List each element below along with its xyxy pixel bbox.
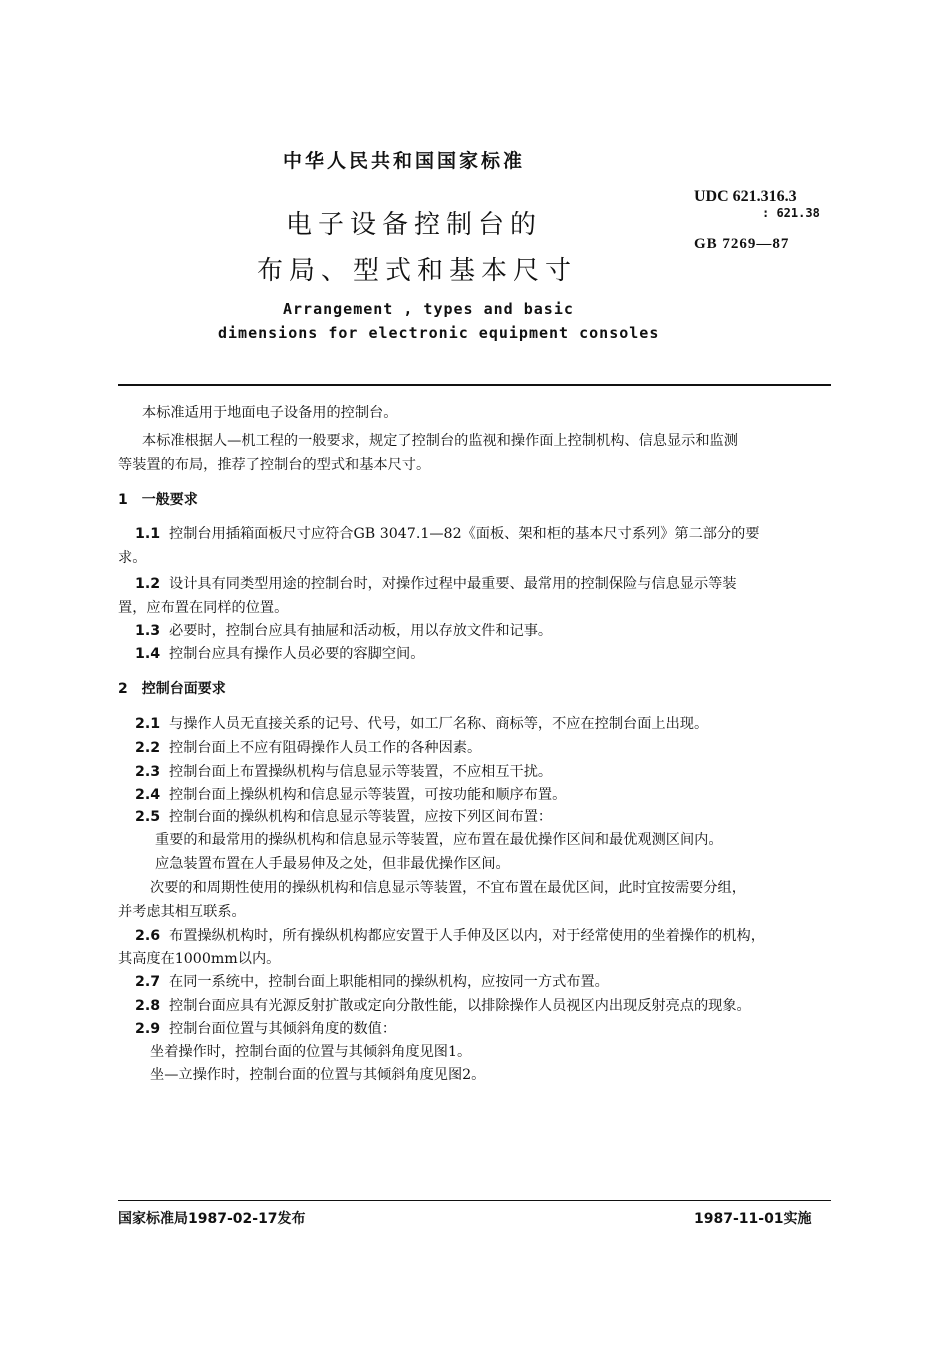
clause-number: 1.4 xyxy=(135,646,161,662)
clause-number: 2.4 xyxy=(135,787,161,803)
clause-number: 2.1 xyxy=(135,716,161,732)
clause-1-2 xyxy=(135,573,737,593)
standard-org-title: 中华人民共和国国家标准 xyxy=(283,150,526,172)
clause-text: 控制台面位置与其倾斜角度的数值： xyxy=(169,1021,397,1037)
clause-text: 控制台面上布置操纵机构与信息显示等装置，不应相互干扰。 xyxy=(169,764,553,780)
clause-number: 2.3 xyxy=(135,764,161,780)
clause-text: 必要时，控制台应具有抽屉和活动板，用以存放文件和记事。 xyxy=(169,623,553,639)
clause-text: 布置操纵机构时，所有操纵机构都应安置于人手伸及区以内，对于经常使用的坐着操作的机构， xyxy=(169,928,765,944)
clause-text: 控制台用插箱面板尺寸应符合GB 3047.1—82《面板、架和柜的基本尺寸系列》第二部分的要 xyxy=(169,526,760,542)
gb-number: GB 7269—87 xyxy=(694,236,790,252)
clause-2-8 xyxy=(135,995,751,1015)
clause-2-3 xyxy=(135,761,552,781)
intro-scope: 本标准适用于地面电子设备用的控制台。 xyxy=(142,405,398,421)
intro-basis-line1: 本标准根据人—机工程的一般要求，规定了控制台的监视和操作面上控制机构、信息显示和监测 xyxy=(142,433,738,449)
clause-1-3 xyxy=(135,620,552,640)
intro-basis-line2: 等装置的布局，推荐了控制台的型式和基本尺寸。 xyxy=(118,457,431,473)
english-title-line2: dimensions for electronic equipment consoles xyxy=(218,324,660,342)
clause-2-5-item-c: 次要的和周期性使用的操纵机构和信息显示等装置，不宜布置在最优区间，此时宜按需要分组， xyxy=(150,880,746,896)
clause-2-4 xyxy=(135,784,566,804)
clause-2-1 xyxy=(135,713,708,733)
clause-2-6 xyxy=(135,925,765,945)
clause-text: 控制台应具有操作人员必要的容脚空间。 xyxy=(169,646,425,662)
doc-title-line1: 电子设备控制台的 xyxy=(286,210,543,240)
clause-number: 2.5 xyxy=(135,809,161,825)
clause-2-9 xyxy=(135,1018,396,1038)
clause-1-2-cont: 置，应布置在同样的位置。 xyxy=(118,600,289,616)
clause-number: 2.2 xyxy=(135,740,161,756)
clause-2-5-item-a: 重要的和最常用的操纵机构和信息显示等装置，应布置在最优操作区间和最优观测区间内。 xyxy=(155,832,723,848)
clause-number: 1.3 xyxy=(135,623,161,639)
clause-2-5 xyxy=(135,806,552,826)
section-2-heading: 2 控制台面要求 xyxy=(118,681,226,697)
clause-2-2 xyxy=(135,737,481,757)
clause-number: 2.9 xyxy=(135,1021,161,1037)
clause-number: 1.2 xyxy=(135,576,161,592)
clause-number: 2.8 xyxy=(135,998,161,1014)
clause-2-5-item-c-cont: 并考虑其相互联系。 xyxy=(118,904,246,920)
clause-number: 2.6 xyxy=(135,928,161,944)
clause-text: 控制台面上操纵机构和信息显示等装置，可按功能和顺序布置。 xyxy=(169,787,567,803)
doc-title-line2: 布局、型式和基本尺寸 xyxy=(257,256,578,286)
clause-text: 设计具有同类型用途的控制台时，对操作过程中最重要、最常用的控制保险与信息显示等装 xyxy=(169,576,737,592)
clause-1-4 xyxy=(135,643,424,663)
clause-1-1-cont: 求。 xyxy=(118,550,147,566)
clause-text: 与操作人员无直接关系的记号、代号，如工厂名称、商标等，不应在控制台面上出现。 xyxy=(169,716,709,732)
clause-text: 在同一系统中，控制台面上职能相同的操纵机构，应按同一方式布置。 xyxy=(169,974,609,990)
clause-1-1 xyxy=(135,523,760,543)
effective-date: 1987-11-01实施 xyxy=(694,1211,812,1227)
udc-code-sub: : 621.38 xyxy=(762,206,820,220)
clause-text: 控制台面的操纵机构和信息显示等装置，应按下列区间布置： xyxy=(169,809,553,825)
clause-2-6-cont: 其高度在1000mm以内。 xyxy=(118,951,281,967)
issue-date: 国家标准局1987-02-17发布 xyxy=(118,1211,306,1227)
clause-2-7 xyxy=(135,971,609,991)
clause-number: 2.7 xyxy=(135,974,161,990)
clause-number: 1.1 xyxy=(135,526,161,542)
clause-2-5-item-b: 应急装置布置在人手最易伸及之处，但非最优操作区间。 xyxy=(155,856,510,872)
english-title-line1: Arrangement , types and basic xyxy=(283,300,574,318)
header-divider xyxy=(118,384,831,386)
clause-2-9-item-b: 坐—立操作时，控制台面的位置与其倾斜角度见图2。 xyxy=(150,1067,486,1083)
clause-text: 控制台面应具有光源反射扩散或定向分散性能，以排除操作人员视区内出现反射亮点的现象。 xyxy=(169,998,751,1014)
udc-code: UDC 621.316.3 xyxy=(694,188,797,205)
clause-text: 控制台面上不应有阻碍操作人员工作的各种因素。 xyxy=(169,740,482,756)
section-1-heading: 1 一般要求 xyxy=(118,492,198,508)
clause-2-9-item-a: 坐着操作时，控制台面的位置与其倾斜角度见图1。 xyxy=(150,1044,472,1060)
footer-divider xyxy=(118,1200,831,1201)
